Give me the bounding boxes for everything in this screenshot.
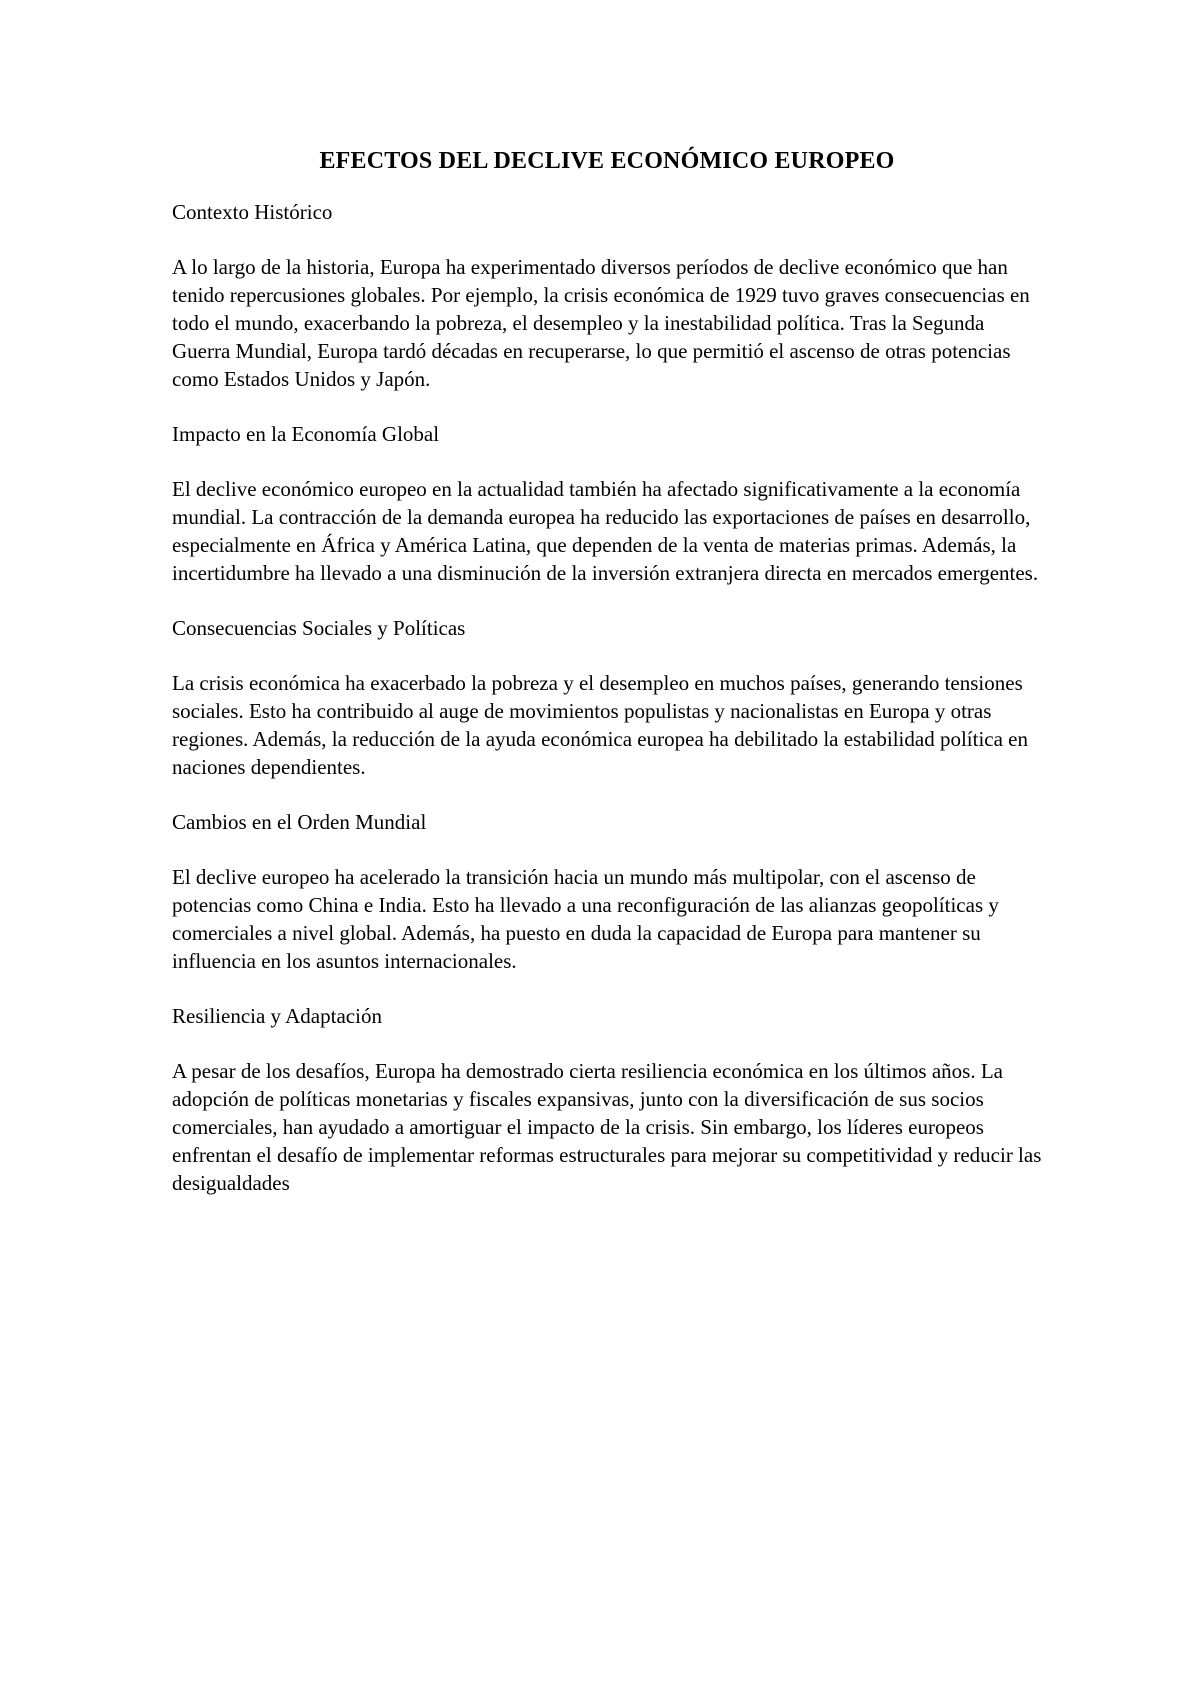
document-content (172, 144, 1042, 1224)
section-paragraph: A pesar de los desafíos, Europa ha demostrado cierta resiliencia económica en los últimos años. La adopción de políticas monetarias y fiscales expansivas, junto con la diversificación de sus socios comerciales, han ayudado a amortiguar el impacto de la crisis. Sin embargo, los líderes europeos enfrentan el desafío de implementar reformas estructurales para mejorar su competitividad y reducir las desigualdades (172, 1059, 1042, 1195)
section-consecuencias-sociales-politicas (172, 614, 1042, 781)
section-resiliencia-adaptacion (172, 1002, 1042, 1197)
section-heading: Cambios en el Orden Mundial (172, 810, 427, 834)
section-impacto-economia-global (172, 420, 1042, 587)
section-contexto-historico (172, 198, 1042, 393)
section-heading: Contexto Histórico (172, 200, 333, 224)
document-title: EFECTOS DEL DECLIVE ECONÓMICO EUROPEO (319, 148, 895, 174)
section-paragraph: El declive económico europeo en la actualidad también ha afectado significativamente a la economía mundial. La contracción de la demanda europea ha reducido las exportaciones de países en desarrollo, especialmente en África y América Latina, que dependen de la venta de materias primas. Además, la incertidumbre ha llevado a una disminución de la inversión extranjera directa en mercados emergentes. (172, 477, 1039, 585)
section-paragraph: La crisis económica ha exacerbado la pobreza y el desempleo en muchos países, generando tensiones sociales. Esto ha contribuido al auge de movimientos populistas y nacionalistas en Europa y otras regiones. Además, la reducción de la ayuda económica europea ha debilitado la estabilidad política en naciones dependientes. (172, 671, 1028, 779)
section-paragraph: A lo largo de la historia, Europa ha experimentado diversos períodos de declive económico que han tenido repercusiones globales. Por ejemplo, la crisis económica de 1929 tuvo graves consecuencias en todo el mundo, exacerbando la pobreza, el desempleo y la inestabilidad política. Tras la Segunda Guerra Mundial, Europa tardó décadas en recuperarse, lo que permitió el ascenso de otras potencias como Estados Unidos y Japón. (172, 255, 1030, 391)
section-cambios-orden-mundial (172, 808, 1042, 975)
section-heading: Resiliencia y Adaptación (172, 1004, 382, 1028)
section-paragraph: El declive europeo ha acelerado la transición hacia un mundo más multipolar, con el ascenso de potencias como China e India. Esto ha llevado a una reconfiguración de las alianzas geopolíticas y comerciales a nivel global. Además, ha puesto en duda la capacidad de Europa para mantener su influencia en los asuntos internacionales. (172, 865, 999, 973)
section-heading: Impacto en la Economía Global (172, 422, 440, 446)
section-heading: Consecuencias Sociales y Políticas (172, 616, 466, 640)
